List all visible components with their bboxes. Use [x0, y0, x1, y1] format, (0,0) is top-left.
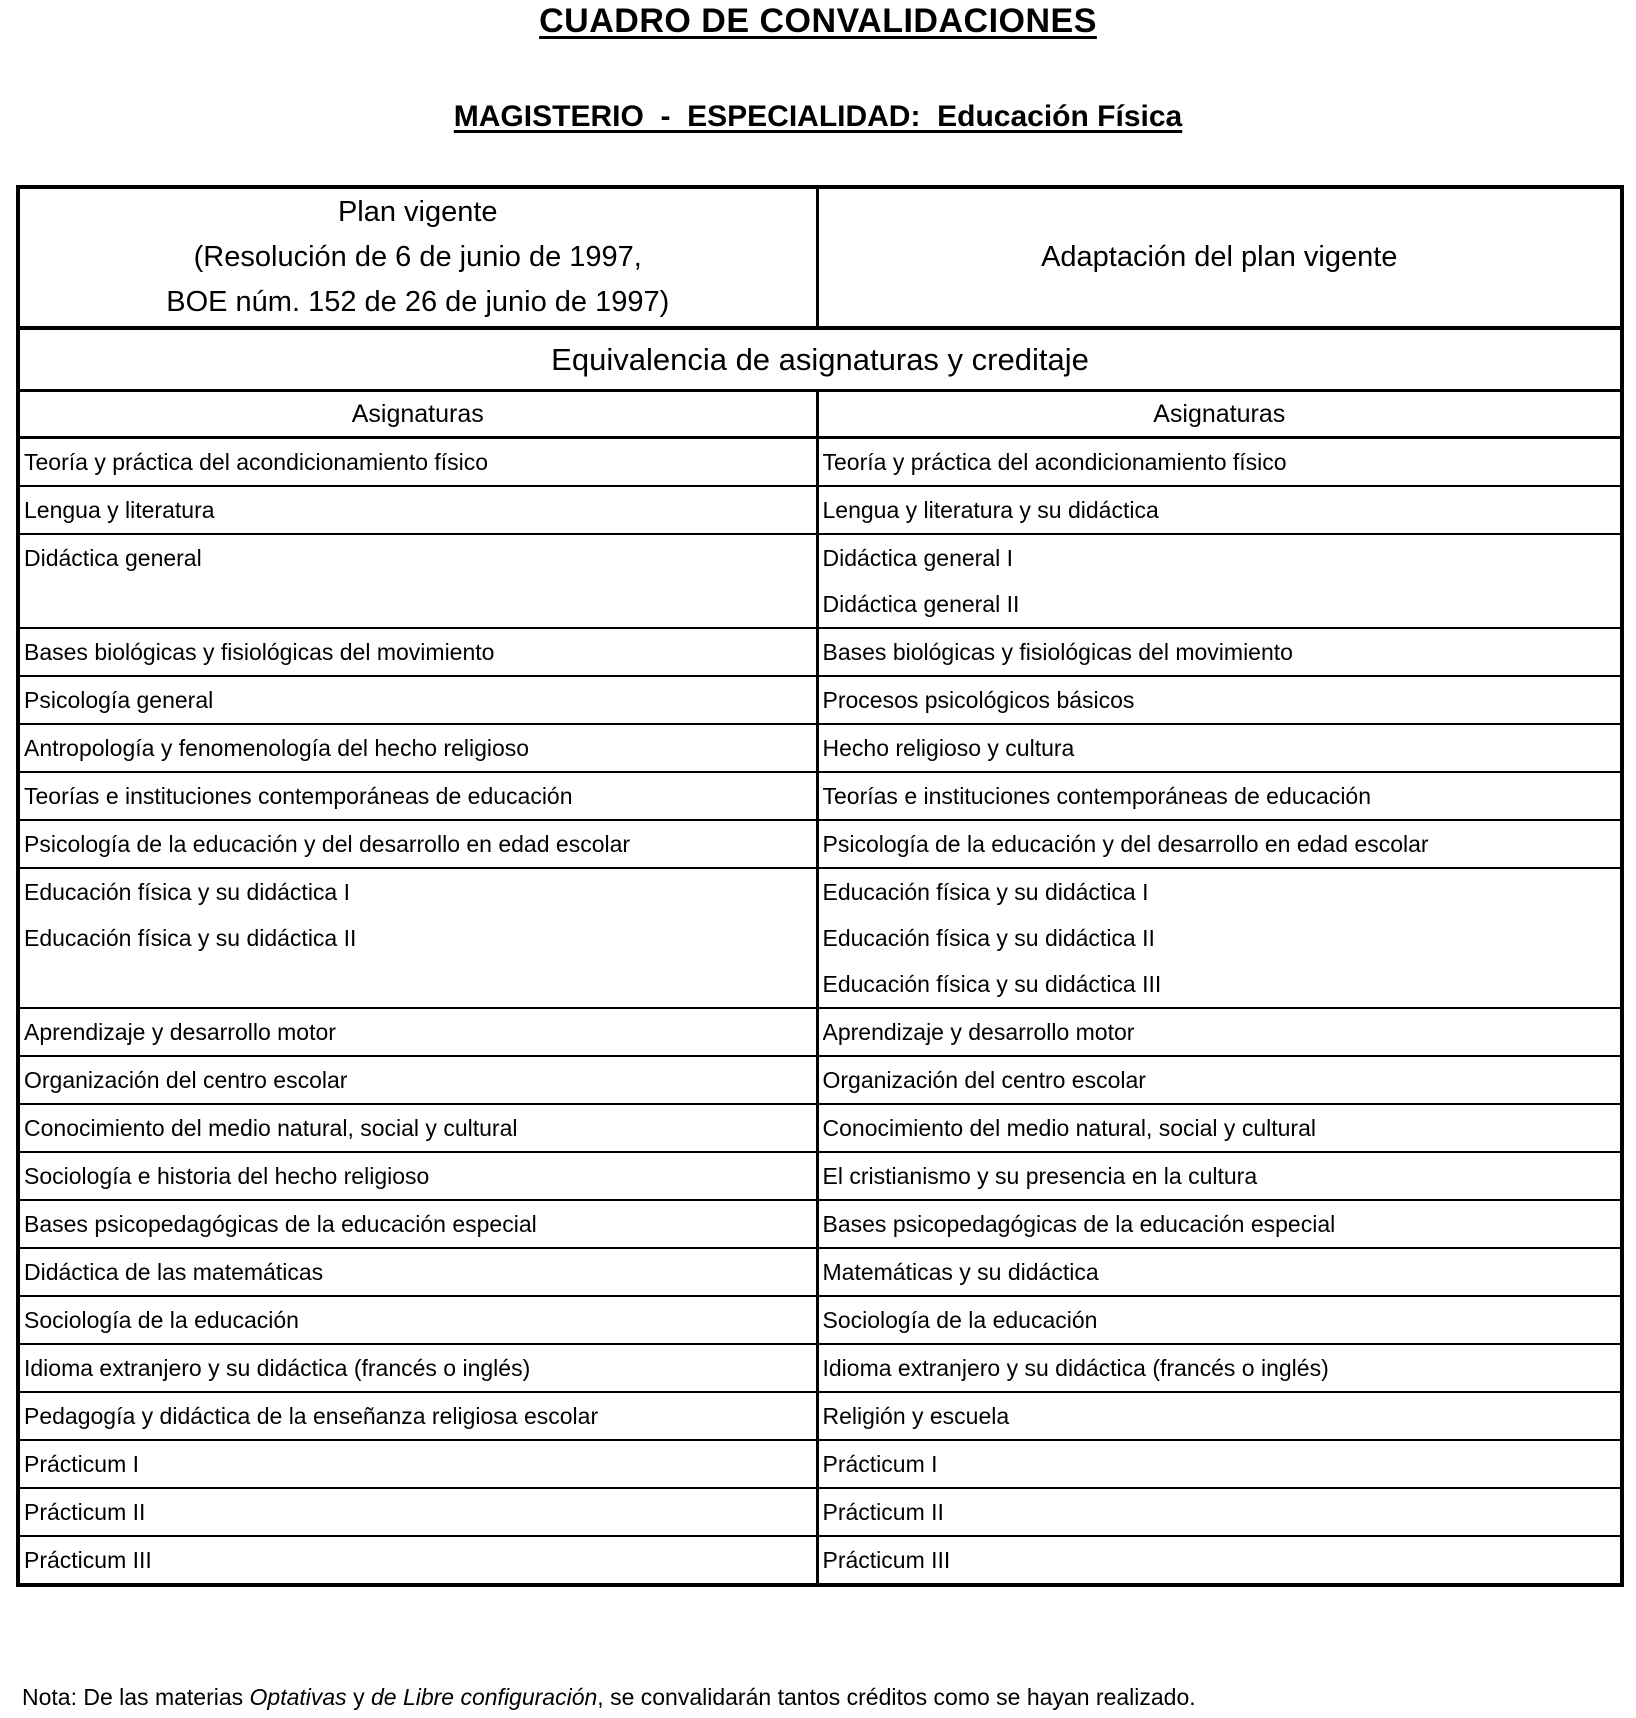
plan-vigente-cell [18, 1248, 817, 1296]
table-row [18, 820, 1622, 868]
plan-vigente-cell [18, 486, 817, 534]
footnote-optativas: Optativas [249, 1684, 347, 1710]
subject-name: Sociología e historia del hecho religioso [24, 1163, 430, 1189]
subject-name: Didáctica general II [822, 591, 1020, 617]
plan-vigente-cell [18, 534, 817, 628]
adaptacion-cell [817, 438, 1622, 487]
subject-name: Conocimiento del medio natural, social y cultural [822, 1115, 1316, 1141]
table-row [18, 1296, 1622, 1344]
adaptacion-cell [817, 486, 1622, 534]
plan-vigente-cell [18, 1392, 817, 1440]
adaptacion-cell [817, 1392, 1622, 1440]
adaptacion-cell [817, 1056, 1622, 1104]
table-row [18, 868, 1622, 1008]
plan-vigente-cell [18, 820, 817, 868]
subject-name: Pedagogía y didáctica de la enseñanza religiosa escolar [24, 1403, 599, 1429]
plan-vigente-cell [18, 1296, 817, 1344]
subject-name: Idioma extranjero y su didáctica (francés o inglés) [24, 1355, 531, 1381]
subject-name: Hecho religioso y cultura [822, 735, 1075, 761]
convalidation-table-container [16, 185, 1620, 1587]
table-row [18, 1440, 1622, 1488]
table-row [18, 1152, 1622, 1200]
plan-vigente-cell [18, 724, 817, 772]
subject-name: Teoría y práctica del acondicionamiento físico [24, 449, 489, 475]
plan-vigente-cell [18, 1056, 817, 1104]
plan-vigente-cell [18, 1104, 817, 1152]
footnote-suffix: , se convalidarán tantos créditos como se hayan realizado. [597, 1684, 1196, 1710]
plan-vigente-cell [18, 1488, 817, 1536]
subject-name: Antropología y fenomenología del hecho religioso [24, 735, 530, 761]
subject-name: Prácticum II [822, 1499, 944, 1525]
equivalence-title-row [18, 328, 1622, 391]
adaptacion-cell [817, 1536, 1622, 1585]
plan-vigente-cell [18, 1200, 817, 1248]
subject-name: Educación física y su didáctica II [822, 925, 1155, 951]
header-boe-line: BOE núm. 152 de 26 de junio de 1997) [166, 286, 670, 318]
document-title: CUADRO DE CONVALIDACIONES [539, 2, 1097, 40]
subject-name: Educación física y su didáctica III [822, 971, 1162, 997]
subject-name: Teorías e instituciones contemporáneas de educación [24, 783, 573, 809]
plan-vigente-cell [18, 1344, 817, 1392]
convalidation-table [16, 185, 1624, 1587]
subject-name: Didáctica de las matemáticas [24, 1259, 324, 1285]
column-header-left: Asignaturas [18, 391, 817, 438]
subject-name: Educación física y su didáctica I [24, 879, 350, 905]
subject-name: Bases biológicas y fisiológicas del movimiento [822, 639, 1293, 665]
adaptacion-cell [817, 772, 1622, 820]
adaptacion-cell [817, 1488, 1622, 1536]
subject-name: Prácticum III [822, 1547, 951, 1573]
footnote-libre-configuracion: de Libre configuración [370, 1684, 598, 1710]
subject-name: Psicología de la educación y del desarrollo en edad escolar [24, 831, 631, 857]
adaptacion-cell [817, 1296, 1622, 1344]
subject-name: Sociología de la educación [24, 1307, 299, 1333]
table-row [18, 1392, 1622, 1440]
adaptacion-cell [817, 1008, 1622, 1056]
adaptacion-cell [817, 868, 1622, 1008]
subject-name: Aprendizaje y desarrollo motor [24, 1019, 336, 1045]
subject-name: Religión y escuela [822, 1403, 1010, 1429]
adaptacion-cell [817, 1344, 1622, 1392]
header-row [18, 187, 1622, 328]
table-row [18, 1200, 1622, 1248]
subject-name: Matemáticas y su didáctica [822, 1259, 1099, 1285]
subject-name: Conocimiento del medio natural, social y cultural [24, 1115, 518, 1141]
adaptacion-cell [817, 1200, 1622, 1248]
subject-name: Teorías e instituciones contemporáneas de educación [822, 783, 1372, 809]
subject-name: Idioma extranjero y su didáctica (francés o inglés) [822, 1355, 1329, 1381]
table-row [18, 486, 1622, 534]
plan-vigente-cell [18, 1152, 817, 1200]
footnote [22, 1684, 1196, 1711]
plan-vigente-cell [18, 1440, 817, 1488]
column-header-right: Asignaturas [817, 391, 1622, 438]
subject-name: Didáctica general I [822, 545, 1013, 571]
subject-name: Organización del centro escolar [24, 1067, 348, 1093]
header-resolution-line: (Resolución de 6 de junio de 1997, [193, 241, 642, 273]
subject-name: Prácticum II [24, 1499, 146, 1525]
plan-vigente-cell [18, 868, 817, 1008]
column-header-row [18, 391, 1622, 438]
adaptacion-cell [817, 820, 1622, 868]
subject-name: Teoría y práctica del acondicionamiento físico [822, 449, 1287, 475]
subject-name: Educación física y su didáctica II [24, 925, 357, 951]
table-row [18, 1536, 1622, 1585]
subject-name: Prácticum I [822, 1451, 938, 1477]
adaptacion-cell [817, 1152, 1622, 1200]
header-plan-vigente [18, 187, 817, 328]
adaptacion-cell [817, 676, 1622, 724]
footnote-prefix: Nota: De las materias [22, 1684, 250, 1710]
subject-name: Lengua y literatura [24, 497, 215, 523]
table-row [18, 772, 1622, 820]
header-plan-line: Plan vigente [337, 196, 498, 228]
table-row [18, 1488, 1622, 1536]
adaptacion-cell [817, 534, 1622, 628]
plan-vigente-cell [18, 772, 817, 820]
adaptacion-cell [817, 628, 1622, 676]
subject-name [24, 581, 816, 627]
table-row [18, 1248, 1622, 1296]
adaptacion-cell [817, 1104, 1622, 1152]
plan-vigente-cell [18, 676, 817, 724]
subject-name: Bases biológicas y fisiológicas del movimiento [24, 639, 495, 665]
equivalence-title: Equivalencia de asignaturas y creditaje [18, 328, 1622, 391]
table-row [18, 724, 1622, 772]
adaptacion-cell [817, 1440, 1622, 1488]
subject-name: Psicología de la educación y del desarrollo en edad escolar [822, 831, 1429, 857]
plan-vigente-cell [18, 628, 817, 676]
plan-vigente-cell [18, 1536, 817, 1585]
subject-name: Prácticum III [24, 1547, 152, 1573]
adaptacion-cell [817, 1248, 1622, 1296]
subject-name: Organización del centro escolar [822, 1067, 1146, 1093]
subject-name: Bases psicopedagógicas de la educación especial [822, 1211, 1336, 1237]
document-subtitle: MAGISTERIO - ESPECIALIDAD: Educación Física [453, 100, 1183, 133]
table-row [18, 1056, 1622, 1104]
adaptacion-cell [817, 724, 1622, 772]
subject-name: Psicología general [24, 687, 214, 713]
subject-name: Bases psicopedagógicas de la educación especial [24, 1211, 537, 1237]
plan-vigente-cell [18, 1008, 817, 1056]
subject-name: Sociología de la educación [822, 1307, 1098, 1333]
table-row [18, 1344, 1622, 1392]
subject-name: Lengua y literatura y su didáctica [822, 497, 1159, 523]
footnote-middle: y [346, 1684, 371, 1710]
subject-name: Procesos psicológicos básicos [822, 687, 1135, 713]
subject-name: Educación física y su didáctica I [822, 879, 1149, 905]
table-row [18, 1104, 1622, 1152]
subject-name: Prácticum I [24, 1451, 140, 1477]
subject-name: Aprendizaje y desarrollo motor [822, 1019, 1135, 1045]
table-row [18, 1008, 1622, 1056]
table-row [18, 438, 1622, 487]
header-adaptacion: Adaptación del plan vigente [817, 187, 1622, 328]
table-row [18, 534, 1622, 628]
table-row [18, 676, 1622, 724]
table-row [18, 628, 1622, 676]
subject-name [24, 961, 816, 1007]
plan-vigente-cell [18, 438, 817, 487]
subject-name: El cristianismo y su presencia en la cultura [822, 1163, 1258, 1189]
subject-name: Didáctica general [24, 545, 202, 571]
